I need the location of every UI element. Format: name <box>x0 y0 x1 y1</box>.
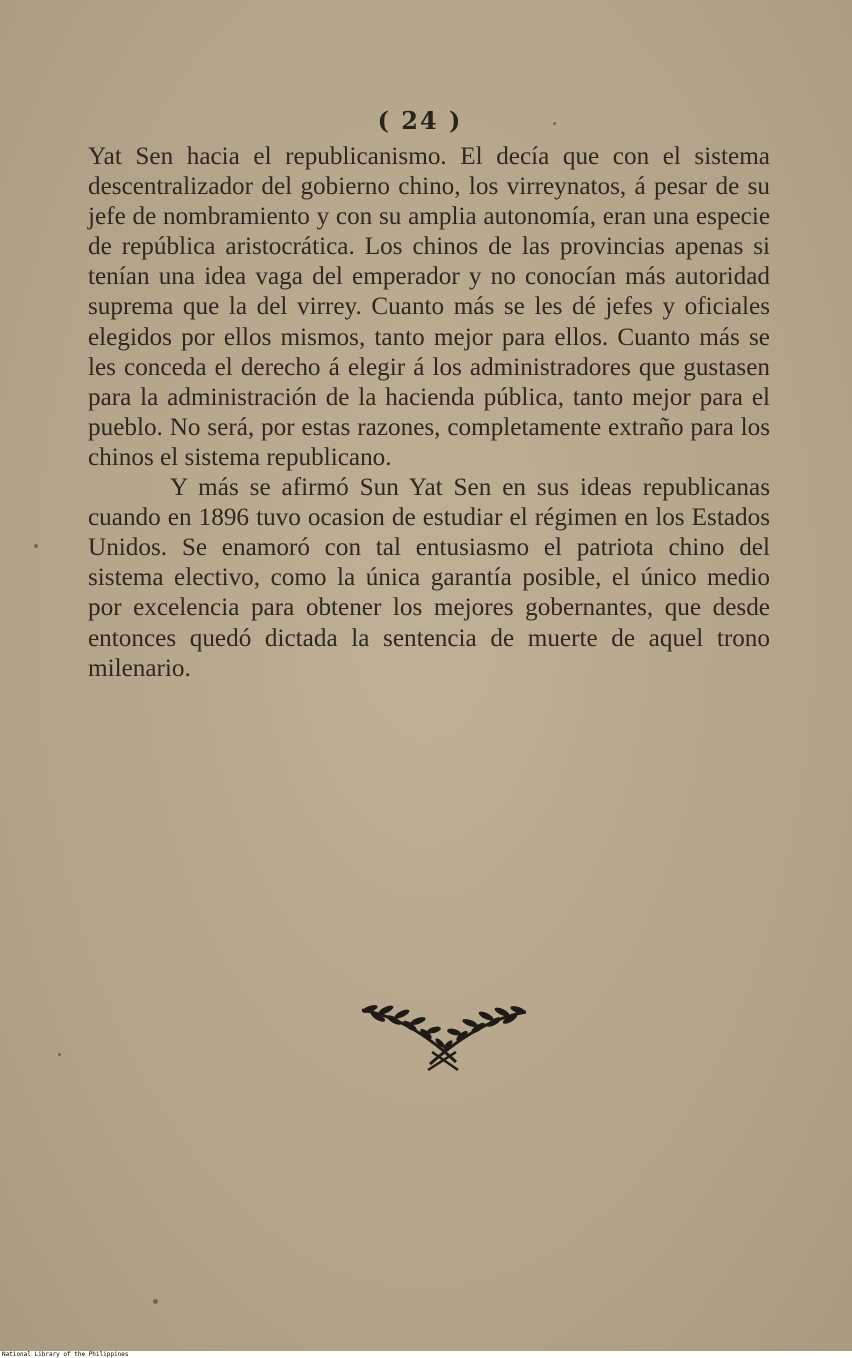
paragraph-2: Y más se afirmó Sun Yat Sen en sus ideas republicanas cuando en 1896 tuvo ocasion de estudiar el régimen en los Estados Unidos. Se enamoró con tal entusiasmo el patriota chino del sistema electivo, como la única garantía posible, el único medio por excelencia para obtener los mejores gobernantes, que desde entonces quedó dictada la sentencia de muerte de aquel trono milenario. <box>88 474 770 682</box>
laurel-branches-ornament-icon <box>356 1000 532 1072</box>
paper-speck <box>553 122 556 125</box>
page-number: ( 24 ) <box>377 106 463 135</box>
paper-speck <box>153 1299 158 1304</box>
paper-speck <box>34 544 38 548</box>
page-body-text <box>88 142 770 684</box>
paragraph-1: Yat Sen hacia el republicanismo. El decía que con el sistema descentralizador del gobierno chino, los virreynatos, á pesar de su jefe de nombramiento y con su amplia autonomía, eran una especie de república aristocrática. Los chinos de las provincias apenas si tenían una idea vaga del emperador y no conocían más autoridad suprema que la del virrey. Cuanto más se les dé jefes y oficiales elegidos por ellos mismos, tanto mejor para ellos. Cuanto más se les conceda el derecho á elegir á los administradores que gustasen para la administración de la hacienda pública, tanto mejor para el pueblo. No será, por estas razones, completamente extraño para los chinos el sistema republicano. <box>88 143 770 471</box>
footer-credit: National Library of the Philippines <box>0 1351 852 1358</box>
paper-speck <box>58 1053 61 1056</box>
